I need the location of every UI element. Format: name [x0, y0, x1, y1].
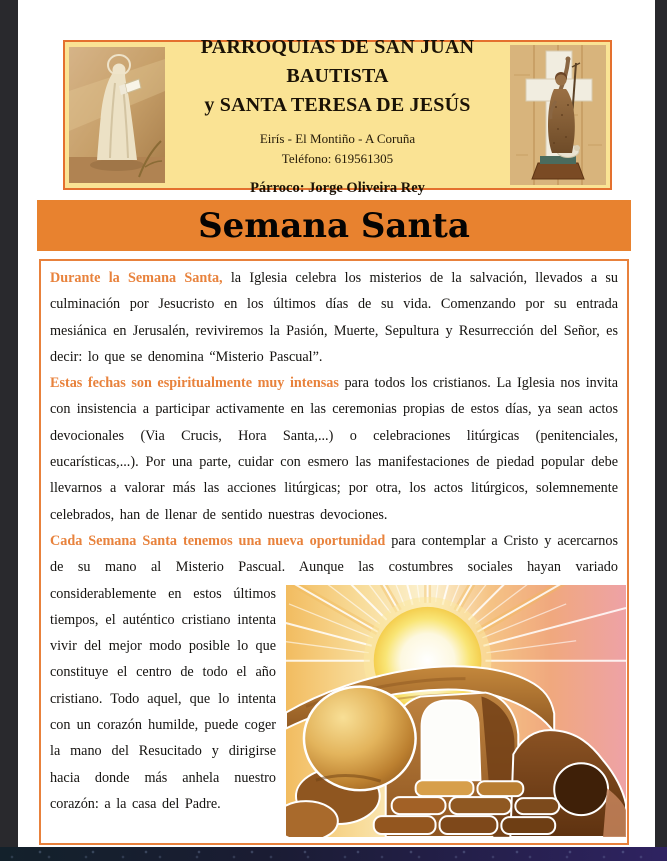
article-body [39, 259, 629, 845]
viewer-gutter-right [655, 0, 667, 861]
parish-title-line2: y SANTA TERESA DE JESÚS [204, 94, 471, 116]
paragraph-1 [50, 265, 618, 370]
parish-header-text [165, 33, 510, 197]
paragraph-3 [50, 528, 618, 817]
paragraph-1-lead: Durante la Semana Santa, [50, 270, 223, 286]
empty-tomb-sunrise-image [286, 585, 626, 837]
paragraph-2-lead: Estas fechas son espiritualmente muy intensas [50, 375, 339, 392]
parish-priest: Párroco: Jorge Oliveira Rey [250, 180, 425, 196]
paragraph-1-text: la Iglesia celebra los misterios de la salvación, llevados a su culminación por Jesucristo en los últimos días de su vida. Comenzando por su entrada mesiánica en Jerusalén, reviviremos la Pasión, Muerte, Sepultura y Resurrección del Señor, es decir: lo que se denomina “Misterio Pascual”. [50, 270, 618, 365]
system-taskbar [0, 847, 667, 861]
viewer-gutter-left [0, 0, 18, 861]
paragraph-2-text: para todos los cristianos. La Iglesia nos invita con insistencia a participar activamente en las ceremonias propias de estos días, ya sean actos devocionales (Via Crucis, Hora Santa,...) o celebraciones litúrgicas (penitenciales, eucarísticas,...). Por una parte, cuidar con esmero las manifestaciones de piedad popular debe llevarnos a valorar más las acciones litúrgicas; por otra, los actos litúrgicos, solemnemente celebrados, han de llenar de sentido nuestras devociones. [50, 375, 619, 523]
paragraph-3-text-after: considerablemente en estos últimos tiempos, el auténtico cristiano intenta vivir del mejor modo posible lo que constituye el centro de todo el año cristiano. Todo aquel, que lo intenta con un corazón humilde, puede coger la mano del Resucitado y dirigirse hacia donde más anhela nuestro corazón: a la casa del Padre. [50, 585, 276, 812]
paragraph-2 [50, 370, 618, 528]
section-title: Semana Santa [198, 205, 470, 246]
parish-title-line1: PARROQUIAS DE SAN JUAN BAUTISTA [200, 36, 475, 87]
parish-header [63, 36, 612, 196]
santa-teresa-statue-photo [69, 47, 165, 183]
section-banner [37, 200, 631, 251]
paragraph-3-lead: Cada Semana Santa tenemos una nueva oportunidad [50, 532, 386, 549]
san-juan-bautista-statue-photo [510, 45, 606, 185]
document-page [18, 0, 655, 847]
parish-location: Eirís - El Montiño - A Coruña [259, 131, 416, 146]
paragraph-3-text-before: para contemplar a Cristo y acercarnos de su mano al Misterio Pascual. Aunque las costumbres sociales hayan variado [50, 532, 618, 576]
parish-phone: Teléfono: 619561305 [281, 151, 394, 166]
